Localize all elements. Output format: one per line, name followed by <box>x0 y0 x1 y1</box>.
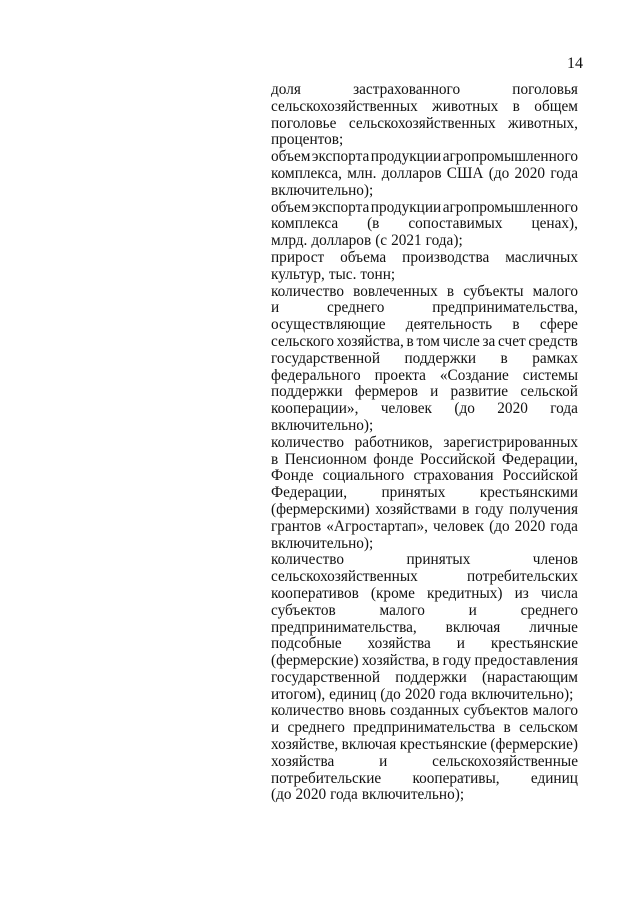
text-word: вновь <box>348 702 386 720</box>
text-word: получения <box>509 500 578 518</box>
text-word: предпринимательства <box>353 719 496 737</box>
text-word: средств <box>528 332 578 350</box>
text-word: культур, <box>271 265 325 283</box>
text-line <box>271 603 578 620</box>
text-word: малого <box>532 282 578 300</box>
text-word: страхования <box>413 467 494 485</box>
text-word: зарегистрированных <box>443 433 578 451</box>
text-word: единиц <box>329 685 377 703</box>
text-word: сельской <box>520 383 578 401</box>
text-word: хозяйстве, <box>271 736 339 754</box>
page-number: 14 <box>567 55 583 72</box>
text-word: хозяйства <box>367 635 431 653</box>
text-word: и <box>430 383 439 401</box>
text-word: крестьянскими <box>479 484 578 502</box>
text-word: деятельность <box>405 316 493 334</box>
text-word: США <box>446 164 484 182</box>
text-word: кооперативы, <box>412 769 500 787</box>
text-word: (кроме <box>370 584 415 602</box>
text-word: комплекса, <box>271 164 342 182</box>
text-line <box>271 284 578 301</box>
text-word: государственной <box>271 349 381 367</box>
text-word: «Создание <box>439 366 509 384</box>
text-line <box>271 334 578 351</box>
text-word: количество <box>271 282 345 300</box>
text-line <box>271 233 578 250</box>
text-word: количество <box>271 551 345 569</box>
text-word: тонн; <box>360 265 396 283</box>
text-line <box>271 670 578 687</box>
text-line <box>271 452 578 469</box>
text-word: включительно); <box>271 416 374 434</box>
text-word: сфере <box>539 316 578 334</box>
text-word: поголовья <box>512 81 578 98</box>
text-word: фермеров <box>354 383 418 401</box>
text-word: в <box>503 719 511 737</box>
text-word: (в <box>367 215 380 233</box>
text-word: субъектов <box>463 702 529 720</box>
text-word: включительно); <box>271 534 374 552</box>
text-word: и <box>456 635 465 653</box>
text-word: субъектов <box>271 601 336 619</box>
text-line <box>271 754 578 771</box>
text-word: года); <box>425 232 463 250</box>
text-line <box>271 687 578 704</box>
text-line <box>271 787 578 804</box>
text-word: федерального <box>271 366 361 384</box>
text-word: Пенсионном <box>284 450 367 468</box>
text-word: Российской <box>420 450 496 468</box>
text-line <box>271 485 578 502</box>
text-line <box>271 216 578 233</box>
text-word: и <box>271 719 280 737</box>
text-word: кооперативов <box>271 584 359 602</box>
text-word: долларов <box>381 164 442 182</box>
text-word: млрд. <box>271 232 308 250</box>
text-word: числа <box>540 584 578 602</box>
text-line <box>271 737 578 754</box>
text-word: застрахованного <box>353 81 461 98</box>
text-word: (фермерские) <box>490 736 578 754</box>
text-line <box>271 267 578 284</box>
indicator-list-text <box>271 82 578 804</box>
text-line <box>271 183 578 200</box>
text-word: в <box>500 349 508 367</box>
text-word: крестьянские <box>490 635 578 653</box>
text-word: году <box>475 500 504 518</box>
text-line <box>271 149 578 166</box>
text-word: сельскохозяйственные <box>432 752 578 770</box>
text-word: комплекса <box>271 215 339 233</box>
text-word: и <box>271 299 280 317</box>
text-line <box>271 703 578 720</box>
text-word: проекта <box>374 366 426 384</box>
text-word: Фонде <box>271 467 314 485</box>
text-word: (фермерскими) <box>271 500 370 518</box>
text-word: предоставления <box>474 652 578 670</box>
text-line <box>271 620 578 637</box>
text-word: включительно); <box>471 685 574 703</box>
text-word: года <box>439 685 468 703</box>
text-line <box>271 317 578 334</box>
text-word: 2021 <box>391 232 422 250</box>
text-word: поголовье <box>271 114 337 132</box>
text-word: Российской <box>502 467 578 485</box>
text-word: продукции <box>370 148 442 166</box>
text-line <box>271 418 578 435</box>
text-word: долларов <box>311 232 372 250</box>
text-word: среднего <box>520 601 578 619</box>
text-word: сельского <box>271 332 335 350</box>
text-word: подсобные <box>271 635 342 653</box>
text-word: предпринимательства, <box>432 299 578 317</box>
text-word: грантов <box>271 517 322 535</box>
text-word: работников, <box>354 433 433 451</box>
text-word: хозяйствами <box>375 500 457 518</box>
text-word: количество <box>271 433 345 451</box>
text-word: рамках <box>532 349 578 367</box>
text-word: включительно); <box>271 181 374 199</box>
text-word: созданных <box>390 702 460 720</box>
text-line <box>271 384 578 401</box>
text-word: принятых <box>406 551 471 569</box>
text-word: в <box>462 500 470 518</box>
text-word: (до <box>271 786 292 804</box>
text-word: Федерации, <box>501 450 578 468</box>
text-word: включительно); <box>361 786 465 804</box>
text-word: 2020 <box>514 164 546 182</box>
text-word: счет <box>498 332 526 350</box>
text-word: производства <box>402 248 490 266</box>
text-word: сельскохозяйственных <box>348 114 496 132</box>
text-line <box>271 116 578 133</box>
text-word: человек <box>380 400 432 418</box>
text-word: тыс. <box>328 265 357 283</box>
text-word: развитие <box>450 383 509 401</box>
text-word: объем <box>271 198 311 216</box>
text-word: кредитных) <box>426 584 503 602</box>
text-line <box>271 368 578 385</box>
text-line <box>271 586 578 603</box>
text-word: среднего <box>287 719 345 737</box>
text-line <box>271 636 578 653</box>
text-word: вовлеченных <box>353 282 438 300</box>
text-word: года <box>550 164 578 182</box>
text-word: прирост <box>271 248 325 266</box>
text-word: млн. <box>347 164 377 182</box>
text-word: года <box>550 400 578 418</box>
text-line <box>271 250 578 267</box>
text-word: единиц <box>530 769 578 787</box>
text-word: социального <box>322 467 405 485</box>
text-line <box>271 200 578 217</box>
text-word: в <box>271 450 279 468</box>
text-word: потребительские <box>271 769 382 787</box>
text-word: общем <box>534 97 578 115</box>
text-line <box>271 166 578 183</box>
text-word: (до <box>488 164 510 182</box>
text-word: кооперации», <box>271 400 359 418</box>
text-word: (нарастающим <box>481 668 578 686</box>
text-word: (фермерские) <box>271 652 359 670</box>
text-word: в <box>432 652 440 670</box>
text-word: 2020 <box>404 685 436 703</box>
text-word: личные <box>529 618 578 636</box>
text-word: хозяйства, <box>336 332 404 350</box>
text-word: Федерации, <box>271 484 348 502</box>
text-line <box>271 771 578 788</box>
text-word: в <box>406 332 414 350</box>
text-word: среднего <box>327 299 385 317</box>
text-word: из <box>514 584 529 602</box>
text-word: количество <box>271 702 345 720</box>
text-line <box>271 653 578 670</box>
text-word: объема <box>340 248 387 266</box>
text-line <box>271 552 578 569</box>
text-word: масличных <box>505 248 578 266</box>
text-line <box>271 536 578 553</box>
text-line <box>271 99 578 116</box>
text-word: объем <box>271 148 311 166</box>
text-word: (до <box>380 685 401 703</box>
text-line <box>271 502 578 519</box>
text-word: в <box>446 282 455 300</box>
text-word: поддержки <box>404 349 477 367</box>
text-word: в <box>512 316 520 334</box>
text-line <box>271 720 578 737</box>
text-word: и <box>379 752 388 770</box>
text-word: включая <box>445 618 501 636</box>
text-word: сельском <box>519 719 578 737</box>
text-word: системы <box>522 366 578 384</box>
text-word: итогом), <box>271 685 326 703</box>
text-word: включая <box>341 736 397 754</box>
text-line <box>271 468 578 485</box>
text-word: потребительских <box>466 568 578 586</box>
text-word: и <box>468 601 477 619</box>
text-word: 2020 <box>497 400 528 418</box>
text-word: малого <box>379 601 425 619</box>
text-word: ценах), <box>531 215 578 233</box>
text-word: (до <box>454 400 475 418</box>
text-word: государственной <box>271 668 381 686</box>
text-word: года <box>550 517 578 535</box>
text-word: года <box>330 786 358 804</box>
text-word: 2020 <box>514 517 546 535</box>
text-word: экспорта <box>311 148 370 166</box>
text-word: продукции <box>370 198 442 216</box>
text-word: доля <box>271 81 301 98</box>
text-word: крестьянские <box>399 736 487 754</box>
text-word: сельскохозяйственных <box>271 568 418 586</box>
text-word: году <box>442 652 472 670</box>
text-word: членов <box>532 551 578 569</box>
text-line <box>271 300 578 317</box>
text-word: поддержки <box>271 383 343 401</box>
text-word: (до <box>489 517 510 535</box>
text-line <box>271 519 578 536</box>
text-word: хозяйства, <box>361 652 429 670</box>
text-word: животных, <box>508 114 578 132</box>
text-word: принятых <box>381 484 446 502</box>
text-word: осуществляющие <box>271 316 386 334</box>
text-word: малого <box>532 702 578 720</box>
text-line <box>271 351 578 368</box>
text-word: субъекты <box>463 282 524 300</box>
text-word: предпринимательства, <box>271 618 417 636</box>
text-word: агропромышленного <box>442 198 578 216</box>
text-word: в <box>512 97 520 115</box>
text-line <box>271 569 578 586</box>
text-word: поддержки <box>395 668 467 686</box>
text-word: фонде <box>373 450 414 468</box>
text-word: агропромышленного <box>442 148 578 166</box>
text-word: числе <box>442 332 480 350</box>
text-word: сельскохозяйственных <box>271 97 418 115</box>
text-line <box>271 435 578 452</box>
text-line <box>271 401 578 418</box>
text-word: за <box>482 332 496 350</box>
text-word: «Агростартап», <box>326 517 428 535</box>
text-word: сопоставимых <box>408 215 503 233</box>
text-word: экспорта <box>311 198 370 216</box>
text-word: (с <box>375 232 388 250</box>
text-word: процентов; <box>271 131 344 149</box>
text-line <box>271 82 578 99</box>
text-line <box>271 132 578 149</box>
text-word: животных <box>432 97 499 115</box>
text-word: 2020 <box>295 786 327 804</box>
text-word: том <box>416 332 440 350</box>
text-word: человек <box>432 517 485 535</box>
text-word: хозяйства <box>271 752 335 770</box>
